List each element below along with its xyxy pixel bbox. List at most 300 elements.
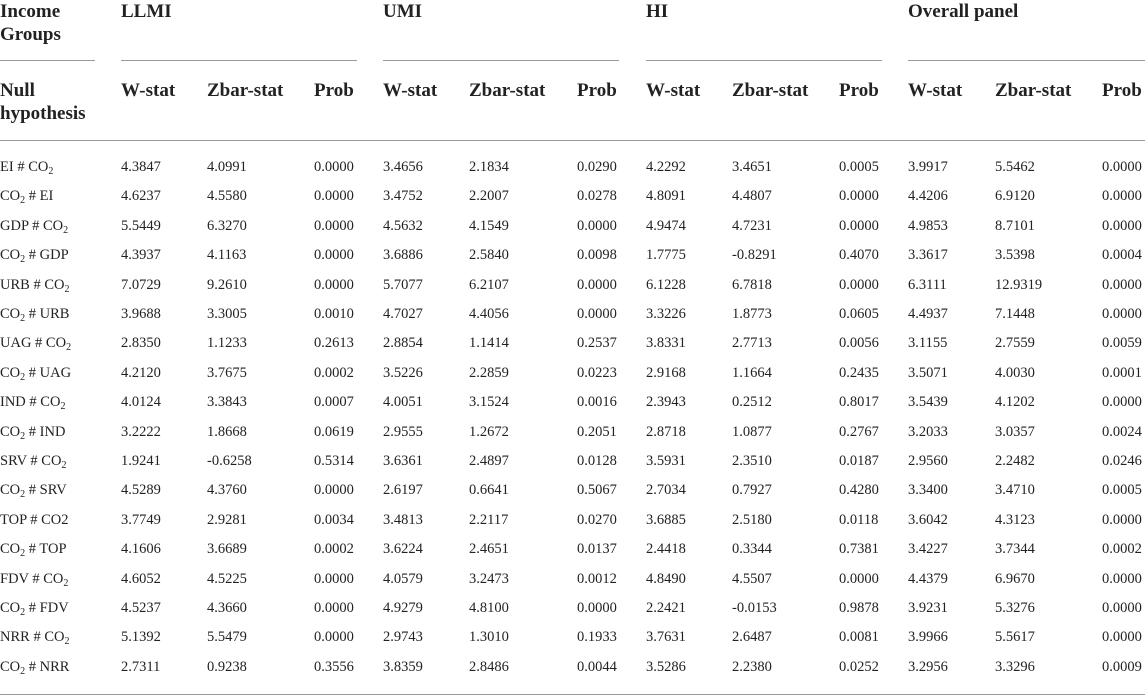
stat-cell: 4.6237	[121, 188, 161, 205]
cause-variable: CO	[0, 658, 21, 675]
stat-cell: 0.1933	[577, 629, 617, 646]
stat-cell: 3.9966	[908, 629, 948, 646]
table-row	[0, 420, 1145, 450]
stat-cell: 2.4897	[469, 453, 509, 469]
col-header-umi-wstat: W-stat	[383, 80, 438, 101]
stat-cell: 4.5289	[121, 482, 161, 499]
stat-cell: 0.0137	[577, 541, 617, 558]
table-row	[0, 655, 1145, 685]
stat-cell: 3.4227	[908, 541, 948, 558]
group-header-umi: UMI	[383, 1, 423, 22]
cause-variable: SRV	[0, 453, 27, 469]
stat-cell: 2.7713	[732, 335, 772, 352]
effect-variable: GDP	[39, 247, 69, 264]
stat-cell: 4.1606	[121, 541, 161, 558]
stat-cell: 0.6641	[469, 482, 509, 499]
stat-cell: 2.8486	[469, 658, 509, 675]
stat-cell: 0.0012	[577, 570, 617, 587]
stat-cell: 2.7559	[995, 335, 1035, 352]
col-header-hi-prob: Prob	[839, 80, 879, 101]
subscript: 2	[20, 371, 26, 383]
stat-cell: 2.4418	[646, 541, 686, 558]
stat-cell: 0.2613	[314, 335, 354, 352]
stat-cell: 8.7101	[995, 217, 1035, 234]
stat-cell: 0.9238	[207, 658, 247, 675]
stat-cell: 4.0051	[383, 394, 423, 411]
stat-cell: 0.0000	[1102, 217, 1142, 234]
hypothesis-label: $CO_2$ # TOP	[0, 541, 67, 560]
stat-cell: 4.3123	[995, 511, 1035, 528]
cause-variable: CO	[0, 247, 21, 264]
stat-cell: 3.5931	[646, 453, 686, 469]
stat-cell: 5.5449	[121, 217, 161, 234]
stat-cell: 2.4651	[469, 541, 509, 558]
stat-cell: 1.7775	[646, 247, 686, 264]
stat-cell: 3.7749	[121, 511, 161, 528]
stat-cell: 0.0223	[577, 364, 617, 381]
stat-cell: 0.0000	[839, 570, 879, 587]
bottom-rule	[0, 694, 1145, 695]
stat-cell: 2.2421	[646, 600, 686, 616]
stat-cell: 2.9560	[908, 453, 948, 469]
subscript: 2	[20, 489, 26, 501]
stat-cell: 0.4070	[839, 247, 879, 264]
stat-cell: 0.0002	[1102, 541, 1142, 558]
subscript: 2	[64, 283, 70, 295]
stat-cell: 0.0005	[839, 159, 879, 175]
stat-cell: 0.3344	[732, 541, 772, 558]
stat-cell: 0.0000	[1102, 394, 1142, 411]
stat-cell: 0.0000	[314, 482, 354, 499]
effect-variable: IND	[39, 423, 66, 440]
hypothesis-label: $CO_2$ # NRR	[0, 658, 70, 677]
stat-cell: 0.0000	[314, 159, 354, 175]
stat-cell: 0.0000	[577, 217, 617, 234]
stat-cell: 7.0729	[121, 276, 161, 293]
cause-variable: CO	[0, 306, 21, 322]
hypothesis-label: $CO_2$ # URB	[0, 306, 70, 324]
col-header-overall-prob: Prob	[1102, 80, 1142, 101]
stat-cell: 0.0016	[577, 394, 617, 411]
effect-variable: URB	[39, 306, 70, 322]
stat-cell: 3.5439	[908, 394, 948, 411]
stat-cell: 2.6487	[732, 629, 772, 646]
hypothesis-label: TOP # CO2	[0, 511, 69, 528]
stat-cell: 1.1664	[732, 364, 772, 381]
stat-cell: 3.4813	[383, 511, 423, 528]
stat-cell: 2.9555	[383, 423, 423, 440]
stat-cell: 0.0000	[1102, 159, 1142, 175]
effect-variable: CO	[44, 629, 65, 646]
hypothesis-label: $CO_2$ # UAG	[0, 364, 72, 383]
stat-cell: 0.0005	[1102, 482, 1142, 499]
subscript: 2	[64, 636, 70, 648]
cause-variable: CO	[0, 364, 21, 381]
stat-cell: 4.9474	[646, 217, 686, 234]
stat-cell: 2.2007	[469, 188, 509, 205]
stat-cell: 3.3226	[646, 306, 686, 322]
stat-cell: 0.0009	[1102, 658, 1142, 675]
table-row	[0, 184, 1145, 214]
stat-cell: 2.9168	[646, 364, 686, 381]
stat-cell: 0.2512	[732, 394, 772, 411]
stat-cell: 4.8490	[646, 570, 686, 587]
stat-cell: 0.0000	[577, 600, 617, 616]
stat-cell: 3.6886	[383, 247, 423, 264]
stat-cell: 0.0000	[314, 217, 354, 234]
group-header-hi: HI	[646, 1, 669, 22]
stat-cell: 2.3943	[646, 394, 686, 411]
stat-cell: 6.2107	[469, 276, 509, 293]
effect-variable: CO	[43, 570, 64, 587]
cause-variable: FDV	[0, 570, 29, 587]
stat-cell: 1.8773	[732, 306, 772, 322]
stat-cell: 0.2537	[577, 335, 617, 352]
col-header-llmi-zbar: Zbar-stat	[207, 80, 284, 101]
subscript: 2	[63, 577, 69, 589]
stat-cell: 2.6197	[383, 482, 423, 499]
effect-variable: EI	[39, 188, 54, 205]
stat-cell: 4.3847	[121, 159, 161, 175]
stat-cell: 0.0002	[314, 541, 354, 558]
stat-cell: 3.4651	[732, 159, 772, 175]
table-row	[0, 567, 1145, 597]
stat-cell: 6.1228	[646, 276, 686, 293]
cause-variable: CO	[0, 482, 21, 499]
effect-variable: CO	[40, 394, 61, 411]
stat-cell: 4.2292	[646, 159, 686, 175]
group-underline-first	[0, 60, 95, 61]
income-groups-header: Income Groups	[0, 1, 61, 45]
stat-cell: 3.8331	[646, 335, 686, 352]
subscript: 2	[63, 224, 69, 236]
cause-variable: NRR	[0, 629, 30, 646]
subscript: 2	[20, 313, 26, 324]
stat-cell: 9.2610	[207, 276, 247, 293]
group-header-overall: Overall panel	[908, 1, 1019, 22]
stat-cell: 0.0118	[839, 511, 879, 528]
col-header-llmi-prob: Prob	[314, 80, 354, 101]
stat-cell: 3.6689	[207, 541, 247, 558]
stat-cell: 0.0007	[314, 394, 354, 411]
stat-cell: 0.9878	[839, 600, 879, 616]
stat-cell: 3.3296	[995, 658, 1035, 675]
stat-cell: 4.4937	[908, 306, 948, 322]
cause-variable: CO	[0, 188, 21, 205]
table-row	[0, 508, 1145, 538]
cause-variable: URB	[0, 276, 30, 293]
stat-cell: 0.0034	[314, 511, 354, 528]
stat-cell: 0.0001	[1102, 364, 1142, 381]
stat-cell: 3.4752	[383, 188, 423, 205]
stat-cell: 3.2956	[908, 658, 948, 675]
cause-variable: EI	[0, 159, 14, 175]
col-header-umi-prob: Prob	[577, 80, 617, 101]
stat-cell: 3.7344	[995, 541, 1035, 558]
col-header-umi-zbar: Zbar-stat	[469, 80, 546, 101]
stat-cell: 0.0010	[314, 306, 354, 322]
stat-cell: 0.0000	[839, 188, 879, 205]
stat-cell: 4.5632	[383, 217, 423, 234]
stat-cell: 3.5226	[383, 364, 423, 381]
stat-cell: 2.2859	[469, 364, 509, 381]
stat-cell: 0.0290	[577, 159, 617, 175]
stat-cell: 2.7034	[646, 482, 686, 499]
stat-cell: 2.8350	[121, 335, 161, 352]
hypothesis-label: SRV # $CO_2$	[0, 453, 67, 471]
stat-cell: 2.8718	[646, 423, 686, 440]
stat-cell: 1.3010	[469, 629, 509, 646]
stat-cell: 3.3400	[908, 482, 948, 499]
stat-cell: 0.0605	[839, 306, 879, 322]
stat-cell: 4.7231	[732, 217, 772, 234]
stat-cell: 0.2051	[577, 423, 617, 440]
stat-cell: 3.9917	[908, 159, 948, 175]
hypothesis-label: GDP # $CO_2$	[0, 217, 69, 236]
stat-cell: 3.1524	[469, 394, 509, 411]
table-row	[0, 390, 1145, 420]
stat-cell: 4.2120	[121, 364, 161, 381]
stat-cell: 4.8100	[469, 600, 509, 616]
subscript: 2	[66, 342, 72, 354]
cause-variable: GDP	[0, 217, 29, 234]
stat-cell: 0.0000	[1102, 306, 1142, 322]
stat-cell: 0.0000	[1102, 570, 1142, 587]
stat-cell: 0.0081	[839, 629, 879, 646]
stat-cell: 3.3617	[908, 247, 948, 264]
stat-cell: 0.0000	[1102, 188, 1142, 205]
subscript: 2	[20, 254, 26, 266]
hypothesis-label: $CO_2$ # SRV	[0, 482, 67, 501]
stat-cell: 2.2380	[732, 658, 772, 675]
stat-cell: 1.1233	[207, 335, 247, 352]
subscript: 2	[20, 607, 26, 618]
col-header-hi-zbar: Zbar-stat	[732, 80, 809, 101]
stat-cell: 4.0991	[207, 159, 247, 175]
hypothesis-label: UAG # $CO_2$	[0, 335, 72, 354]
stat-cell: 2.7311	[121, 658, 161, 675]
stat-cell: 0.0270	[577, 511, 617, 528]
stat-cell: 0.0000	[577, 276, 617, 293]
effect-variable: CO	[45, 335, 67, 352]
table-row	[0, 537, 1145, 567]
stat-cell: 3.0357	[995, 423, 1035, 440]
table-row	[0, 361, 1145, 391]
stat-cell: 1.1414	[469, 335, 509, 352]
stat-cell: 0.0000	[1102, 276, 1142, 293]
col-header-overall-zbar: Zbar-stat	[995, 80, 1072, 101]
stat-cell: 3.5398	[995, 247, 1035, 264]
stat-cell: 4.5507	[732, 570, 772, 587]
stat-cell: 3.3843	[207, 394, 247, 411]
hypothesis-label: FDV # $CO_2$	[0, 570, 69, 589]
table-row	[0, 302, 1145, 332]
stat-cell: 4.5580	[207, 188, 247, 205]
stat-cell: 0.5314	[314, 453, 354, 469]
stat-cell: 6.9120	[995, 188, 1035, 205]
stat-cell: 0.0024	[1102, 423, 1142, 440]
cause-variable: CO	[0, 423, 21, 440]
effect-variable: CO	[41, 453, 62, 469]
stat-cell: 0.0059	[1102, 335, 1142, 352]
stat-cell: 4.5225	[207, 570, 247, 587]
stat-cell: 0.2435	[839, 364, 879, 381]
stat-cell: 0.0000	[314, 600, 354, 616]
group-underline-llmi	[121, 60, 357, 61]
hypothesis-label: NRR # $CO_2$	[0, 629, 70, 648]
null-hypothesis-header: Null hypothesis	[0, 80, 86, 124]
stat-cell: 0.0004	[1102, 247, 1142, 264]
cause-variable: IND	[0, 394, 26, 411]
subscript: 2	[61, 460, 67, 471]
table-row	[0, 243, 1145, 273]
stat-cell: 0.0098	[577, 247, 617, 264]
stat-cell: 5.7077	[383, 276, 423, 293]
hypothesis-label: EI # $CO_2$	[0, 159, 54, 177]
stat-cell: 4.1549	[469, 217, 509, 234]
stat-cell: 2.9743	[383, 629, 423, 646]
stat-cell: 4.0579	[383, 570, 423, 587]
stat-cell: 1.8668	[207, 423, 247, 440]
stat-cell: 3.9688	[121, 306, 161, 322]
table-row	[0, 214, 1145, 244]
stat-cell: 3.7675	[207, 364, 247, 381]
effect-variable: UAG	[39, 364, 72, 381]
stat-cell: 0.0000	[839, 217, 879, 234]
col-header-overall-wstat: W-stat	[908, 80, 963, 101]
stat-cell: 0.2767	[839, 423, 879, 440]
table-row	[0, 331, 1145, 361]
hypothesis-label: IND # $CO_2$	[0, 394, 66, 413]
stat-cell: 0.3556	[314, 658, 354, 675]
stat-cell: 4.8091	[646, 188, 686, 205]
stat-cell: 3.6885	[646, 511, 686, 528]
stat-cell: 0.0056	[839, 335, 879, 352]
stat-cell: 0.0000	[314, 276, 354, 293]
stat-cell: 3.5071	[908, 364, 948, 381]
hypothesis-label: $CO_2$ # GDP	[0, 247, 69, 266]
stat-cell: 0.0000	[839, 276, 879, 293]
stat-cell: 6.3270	[207, 217, 247, 234]
subscript: 2	[20, 665, 26, 677]
effect-variable: CO	[42, 217, 64, 234]
stat-cell: 4.4056	[469, 306, 509, 322]
stat-cell: 3.4656	[383, 159, 423, 175]
stat-cell: 2.8854	[383, 335, 423, 352]
hypothesis-label: URB # $CO_2$	[0, 276, 70, 295]
stat-cell: 4.4206	[908, 188, 948, 205]
cause-variable: TOP	[0, 511, 27, 528]
stat-cell: -0.0153	[732, 600, 777, 616]
hypothesis-label: $CO_2$ # FDV	[0, 600, 69, 618]
effect-variable: FDV	[39, 600, 69, 616]
table-row	[0, 449, 1145, 479]
col-header-llmi-wstat: W-stat	[121, 80, 176, 101]
stat-cell: 0.0000	[314, 629, 354, 646]
stat-cell: 0.7381	[839, 541, 879, 558]
table-row	[0, 596, 1145, 626]
stat-cell: 0.0002	[314, 364, 354, 381]
stat-cell: 0.0278	[577, 188, 617, 205]
col-header-hi-wstat: W-stat	[646, 80, 701, 101]
effect-variable: CO2	[41, 511, 69, 528]
table-row	[0, 625, 1145, 655]
stat-cell: 1.2672	[469, 423, 509, 440]
subscript: 2	[20, 548, 26, 560]
subscript: 2	[20, 430, 26, 442]
stat-cell: 4.6052	[121, 570, 161, 587]
effect-variable: TOP	[39, 541, 67, 558]
stat-cell: 3.8359	[383, 658, 423, 675]
effect-variable: CO	[28, 159, 49, 175]
stat-cell: 0.0000	[314, 570, 354, 587]
stat-cell: 2.2482	[995, 453, 1035, 469]
subscript: 2	[20, 195, 26, 207]
stat-cell: 2.1834	[469, 159, 509, 175]
stat-cell: 0.0000	[577, 306, 617, 322]
stat-cell: 0.0187	[839, 453, 879, 469]
hypothesis-label: $CO_2$ # EI	[0, 188, 54, 207]
stat-cell: 5.5617	[995, 629, 1035, 646]
stat-cell: 0.0128	[577, 453, 617, 469]
hypothesis-label: $CO_2$ # IND	[0, 423, 66, 442]
group-underline-overall	[908, 60, 1145, 61]
stat-cell: 0.0044	[577, 658, 617, 675]
stat-cell: 4.9853	[908, 217, 948, 234]
stat-cell: 0.0000	[1102, 511, 1142, 528]
stat-cell: 3.2473	[469, 570, 509, 587]
stat-cell: 0.0619	[314, 423, 354, 440]
stat-cell: 3.2033	[908, 423, 948, 440]
stat-cell: 2.5180	[732, 511, 772, 528]
stat-cell: 3.4710	[995, 482, 1035, 499]
stat-cell: 2.9281	[207, 511, 247, 528]
stat-cell: 3.2222	[121, 423, 161, 440]
stat-cell: 3.1155	[908, 335, 948, 352]
stat-cell: 0.0000	[1102, 629, 1142, 646]
stat-cell: 0.0000	[314, 188, 354, 205]
stat-cell: 2.2117	[469, 511, 509, 528]
stat-cell: 4.4379	[908, 570, 948, 587]
stat-cell: 6.3111	[908, 276, 947, 293]
stat-cell: 0.0000	[314, 247, 354, 264]
stat-cell: 4.4807	[732, 188, 772, 205]
stat-cell: 4.7027	[383, 306, 423, 322]
stat-cell: 3.5286	[646, 658, 686, 675]
effect-variable: NRR	[39, 658, 70, 675]
stat-cell: 1.0877	[732, 423, 772, 440]
effect-variable: SRV	[39, 482, 67, 499]
subscript: 2	[48, 166, 54, 177]
stat-cell: 7.1448	[995, 306, 1035, 322]
stat-cell: 0.7927	[732, 482, 772, 499]
stat-cell: 0.0252	[839, 658, 879, 675]
stat-cell: 1.9241	[121, 453, 161, 469]
stat-cell: 2.3510	[732, 453, 772, 469]
stat-cell: 4.3660	[207, 600, 247, 616]
subscript: 2	[60, 401, 66, 413]
stat-cell: 4.5237	[121, 600, 161, 616]
stat-cell: 4.0030	[995, 364, 1035, 381]
stat-cell: 5.5479	[207, 629, 247, 646]
stat-cell: 2.5840	[469, 247, 509, 264]
effect-variable: CO	[44, 276, 65, 293]
stat-cell: 3.7631	[646, 629, 686, 646]
stat-cell: 6.7818	[732, 276, 772, 293]
stat-cell: 5.1392	[121, 629, 161, 646]
stat-cell: 6.9670	[995, 570, 1035, 587]
stat-cell: 4.3760	[207, 482, 247, 499]
